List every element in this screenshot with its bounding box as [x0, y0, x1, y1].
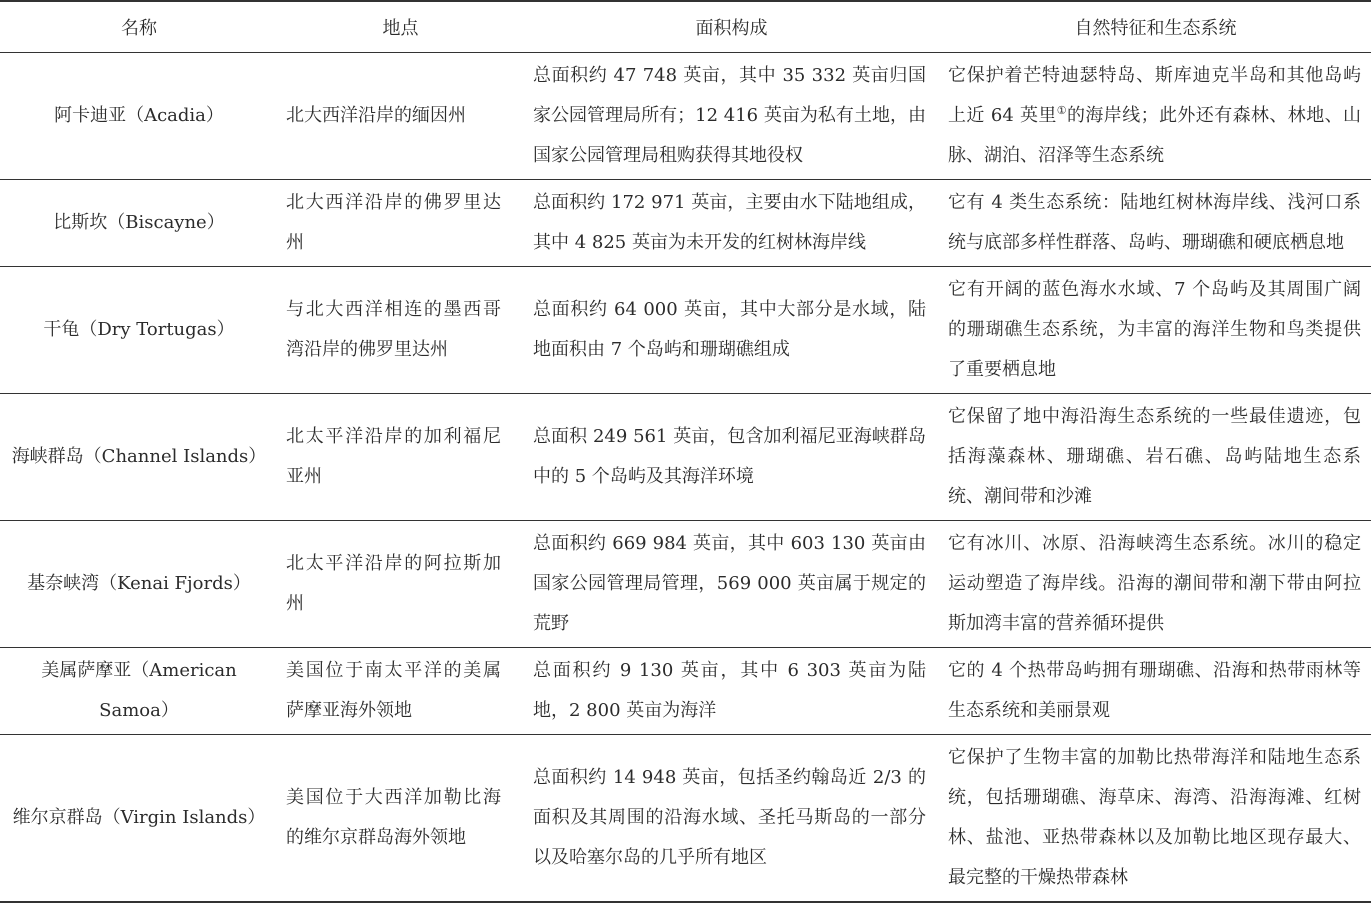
- cell-location: 北大西洋沿岸的佛罗里达州: [278, 180, 523, 267]
- cell-location: 与北大西洋相连的墨西哥湾沿岸的佛罗里达州: [278, 267, 523, 394]
- cell-feature: [940, 53, 1371, 180]
- table-row: [0, 267, 1371, 394]
- cell-feature: 它有 4 类生态系统：陆地红树林海岸线、浅河口系统与底部多样性群落、岛屿、珊瑚礁和硬底栖息地: [940, 180, 1371, 267]
- cell-feature: 它保护了生物丰富的加勒比热带海洋和陆地生态系统，包括珊瑚礁、海草床、海湾、沿海海滩、红树林、盐池、亚热带森林以及加勒比地区现存最大、最完整的干燥热带森林: [940, 735, 1371, 903]
- table-row: [0, 53, 1371, 180]
- cell-name: 海峡群岛（Channel Islands）: [0, 394, 278, 521]
- cell-location: 北太平洋沿岸的加利福尼亚州: [278, 394, 523, 521]
- feature-text-end: 的海岸线；此外还有森林、林地、山脉、湖泊、沼泽等生态系统: [948, 105, 1361, 166]
- cell-location: 美国位于大西洋加勒比海的维尔京群岛海外领地: [278, 735, 523, 903]
- cell-name: 基奈峡湾（Kenai Fjords）: [0, 521, 278, 648]
- cell-area: 总面积约 669 984 英亩，其中 603 130 英亩由国家公园管理局管理，569 000 英亩属于规定的荒野: [523, 521, 940, 648]
- cell-location: 美国位于南太平洋的美属萨摩亚海外领地: [278, 648, 523, 735]
- header-row: [0, 1, 1371, 53]
- table-row: [0, 521, 1371, 648]
- table-row: [0, 735, 1371, 903]
- cell-name: 维尔京群岛（Virgin Islands）: [0, 735, 278, 903]
- header-location: 地点: [278, 1, 523, 53]
- cell-area: 总面积 249 561 英亩，包含加利福尼亚海峡群岛中的 5 个岛屿及其海洋环境: [523, 394, 940, 521]
- footnote-marker: ①: [1056, 104, 1068, 117]
- cell-area: 总面积约 47 748 英亩，其中 35 332 英亩归国家公园管理局所有；12 416 英亩为私有土地，由国家公园管理局租购获得其地役权: [523, 53, 940, 180]
- header-feature: 自然特征和生态系统: [940, 1, 1371, 53]
- cell-feature: 它的 4 个热带岛屿拥有珊瑚礁、沿海和热带雨林等生态系统和美丽景观: [940, 648, 1371, 735]
- cell-location: 北太平洋沿岸的阿拉斯加州: [278, 521, 523, 648]
- table-row: [0, 180, 1371, 267]
- cell-area: 总面积约 9 130 英亩，其中 6 303 英亩为陆地，2 800 英亩为海洋: [523, 648, 940, 735]
- cell-feature: 它保留了地中海沿海生态系统的一些最佳遗迹，包括海藻森林、珊瑚礁、岩石礁、岛屿陆地生态系统、潮间带和沙滩: [940, 394, 1371, 521]
- cell-name: 美属萨摩亚（American Samoa）: [0, 648, 278, 735]
- table-row: [0, 394, 1371, 521]
- cell-feature: 它有冰川、冰原、沿海峡湾生态系统。冰川的稳定运动塑造了海岸线。沿海的潮间带和潮下带由阿拉斯加湾丰富的营养循环提供: [940, 521, 1371, 648]
- cell-area: 总面积约 172 971 英亩，主要由水下陆地组成，其中 4 825 英亩为未开发的红树林海岸线: [523, 180, 940, 267]
- cell-area: 总面积约 64 000 英亩，其中大部分是水域，陆地面积由 7 个岛屿和珊瑚礁组成: [523, 267, 940, 394]
- feature-text-start: 它保护着芒特迪瑟特岛、斯库迪克半岛和其他岛屿上近 64 英里: [948, 65, 1361, 126]
- header-area: 面积构成: [523, 1, 940, 53]
- cell-name: 阿卡迪亚（Acadia）: [0, 53, 278, 180]
- cell-name: 比斯坎（Biscayne）: [0, 180, 278, 267]
- cell-feature: 它有开阔的蓝色海水水域、7 个岛屿及其周围广阔的珊瑚礁生态系统，为丰富的海洋生物和鸟类提供了重要栖息地: [940, 267, 1371, 394]
- table-row: [0, 648, 1371, 735]
- header-name: 名称: [0, 1, 278, 53]
- cell-location: 北大西洋沿岸的缅因州: [278, 53, 523, 180]
- cell-name: 干龟（Dry Tortugas）: [0, 267, 278, 394]
- cell-area: 总面积约 14 948 英亩，包括圣约翰岛近 2/3 的面积及其周围的沿海水域、圣托马斯岛的一部分以及哈塞尔岛的几乎所有地区: [523, 735, 940, 903]
